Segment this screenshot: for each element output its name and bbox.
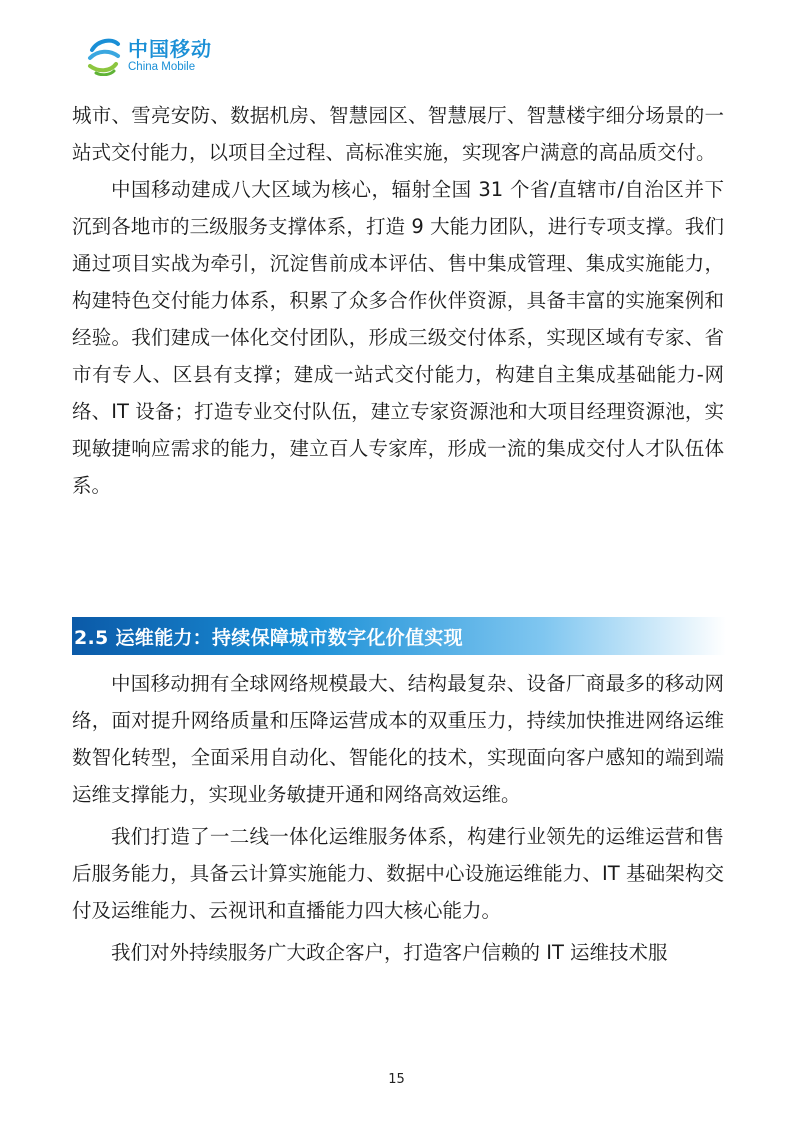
paragraph: 我们打造了一二线一体化运维服务体系，构建行业领先的运维运营和售后服务能力，具备云计算实施能力、数据中心设施运维能力、IT 基础架构交付及运维能力、云视讯和直播能力四大核心能力。 — [72, 825, 724, 922]
logo-chinese-name: 中国移动 — [128, 36, 212, 61]
china-mobile-logo-icon — [86, 36, 122, 76]
logo-english-name: China Mobile — [128, 60, 196, 73]
china-mobile-logo — [86, 36, 212, 76]
paragraph: 我们对外持续服务广大政企客户，打造客户信赖的 IT 运维技术服 — [111, 941, 668, 964]
body-text-bottom — [72, 665, 724, 971]
paragraph: 城市、雪亮安防、数据机房、智慧园区、智慧展厅、智慧楼宇细分场景的一站式交付能力，以项目全过程、高标准实施，实现客户满意的高品质交付。 — [72, 104, 724, 164]
page-number: 15 — [388, 1072, 405, 1087]
paragraph: 中国移动建成八大区域为核心，辐射全国 31 个省/直辖市/自治区并下沉到各地市的三级服务支撑体系，打造 9 大能力团队，进行专项支撑。我们通过项目实战为牵引，沉淀售前成本评估、售中集成管理、集成实施能力，构建特色交付能力体系，积累了众多合作伙伴资源，具备丰富的实施案例和经验。我们建成一体化交付团队，形成三级交付体系，实现区域有专家、省市有专人、区县有支撑；建成一站式交付能力，构建自主集成基础能力-网络、IT 设备；打造专业交付队伍，建立专家资源池和大项目经理资源池，实现敏捷响应需求的能力，建立百人专家库，形成一流的集成交付人才队伍体系。 — [72, 178, 724, 497]
section-heading-bar — [72, 617, 726, 655]
paragraph: 中国移动拥有全球网络规模最大、结构最复杂、设备厂商最多的移动网络，面对提升网络质量和压降运营成本的双重压力，持续加快推进网络运维数智化转型，全面采用自动化、智能化的技术，实现面向客户感知的端到端运维支撑能力，实现业务敏捷开通和网络高效运维。 — [72, 672, 724, 806]
section-heading-title: 2.5 运维能力：持续保障城市数字化价值实现 — [74, 626, 463, 649]
logo-text — [128, 36, 212, 74]
body-text-top — [72, 97, 724, 504]
